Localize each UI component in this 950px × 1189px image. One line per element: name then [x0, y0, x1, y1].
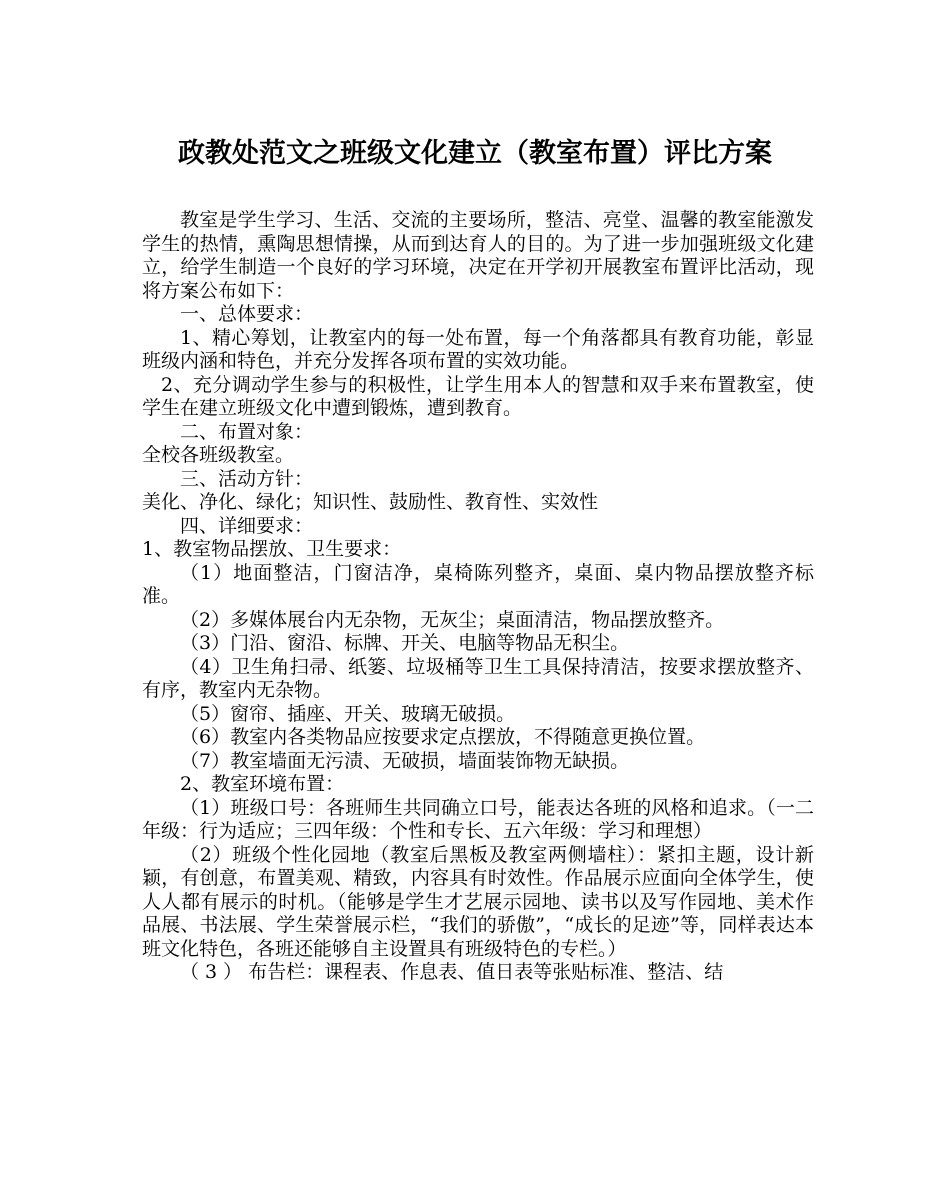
list-item: （ 3 ） 布告栏：课程表、作息表、值日表等张贴标准、整洁、结: [180, 961, 724, 983]
subsection-heading: 1、教室物品摆放、卫生要求：: [142, 538, 402, 560]
list-item: 1、精心筹划，让教室内的每一处布置，每一个角落都具有教育功能，彰显班级内涵和特色，并充分发挥各项布置的实效功能。: [142, 326, 814, 372]
list-item: （7）教室墙面无污渍、无破损，墙面装饰物无缺损。: [180, 749, 630, 772]
list-item: （2）班级个性化园地（教室后黑板及教室两侧墙柱）：紧扣主题，设计新颖，有创意，布置美观、精致，内容具有时效性。作品展示应面向全体学生，使人人都有展示的时机。（能够是学生才艺展示园地、读书以及写作园地、美术作品展、书法展、学生荣誉展示栏，“我们的骄傲”，“成长的足迹”等，同样表达本班文化特色，各班还能够自主设置具有班级特色的专栏。）: [142, 843, 814, 960]
list-item: （5）窗帘、插座、开关、玻璃无破损。: [180, 702, 516, 725]
paragraph-text: 全校各班级教室。: [142, 444, 295, 466]
document-title: 政教处范文之班级文化建立（教室布置）评比方案: [178, 138, 772, 169]
list-item: （3）门沿、窗沿、标牌、开关、电脑等物品无积尘。: [180, 632, 630, 654]
list-item: 2、充分调动学生参与的积极性，让学生用本人的智慧和双手来布置教室，使学生在建立班级文化中遭到锻炼，遭到教育。: [142, 373, 814, 419]
list-item: （4）卫生角扫帚、纸篓、垃圾桶等卫生工具保持清洁，按要求摆放整齐、有序，教室内无杂物。: [142, 655, 814, 701]
list-item: （1）地面整洁，门窗洁净，桌椅陈列整齐，桌面、桌内物品摆放整齐标准。: [142, 561, 814, 607]
paragraph-text: 美化、净化、绿化；知识性、鼓励性、教育性、实效性: [142, 491, 599, 513]
section-heading-details: 四、详细要求：: [180, 514, 314, 537]
paragraph-intro: 教室是学生学习、生活、交流的主要场所，整洁、亮堂、温馨的教室能激发学生的热情，熏陶思想情操，从而到达育人的目的。为了进一步加强班级文化建立，给学生制造一个良好的学习环境，决定在开学初开展教室布置评比活动，现将方案公布如下：: [142, 209, 814, 302]
list-item: （6）教室内各类物品应按要求定点摆放，不得随意更换位置。: [180, 726, 706, 748]
section-heading-policy: 三、活动方针：: [180, 467, 314, 490]
section-heading-target: 二、布置对象：: [180, 420, 314, 443]
subsection-heading: 2、教室环境布置：: [180, 773, 345, 795]
list-item: （1）班级口号：各班师生共同确立口号，能表达各班的风格和追求。（一二年级：行为适应；三四年级：个性和专长、五六年级：学习和理想）: [142, 796, 814, 842]
document-body: [142, 209, 814, 985]
list-item: （2）多媒体展台内无杂物，无灰尘；桌面清洁，物品摆放整齐。: [180, 608, 725, 631]
section-heading-general: 一、总体要求：: [180, 303, 314, 325]
